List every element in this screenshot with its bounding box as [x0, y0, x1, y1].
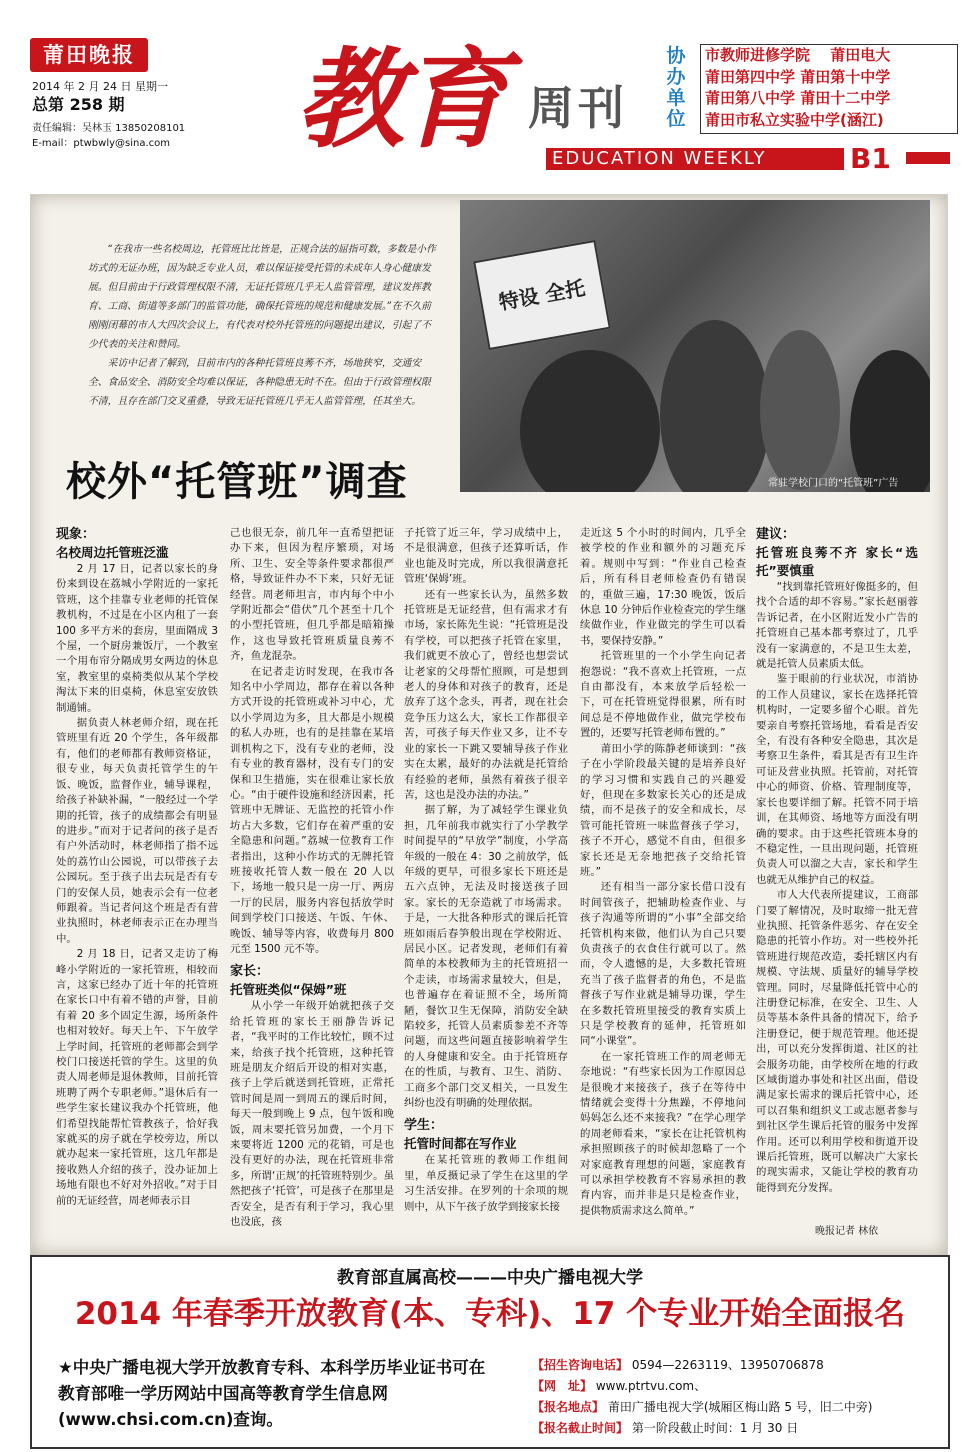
- issue-number: 总第 258 期: [32, 95, 125, 114]
- body-paragraph: 在一家托管班工作的周老师无奈地说：“有些家长因为工作原因总是很晚才来接孩子，孩子在等待中情绪就会变得十分焦躁，不停地问妈妈怎么还不来接我？”在学心理学的周老师看来，“家长在让托管机构承担照顾孩子的时候却忽略了一个对家庭教育理想的问题，家庭教育可以承担学校教育不容易承担的教育内容，而并非是只是检查作业，提供物质需求这么简单。”: [580, 1050, 746, 1217]
- english-title-bar: EDUCATION WEEKLY: [546, 148, 844, 170]
- body-paragraph: 2 月 17 日，记者以家长的身份来到设在荔城小学附近的一家托管班，这个挂靠专业老师的托管保教机构，不过是在小区内租了一套 100 多平方米的套房，里面隔成 3 个屋，一个厨房兼饭厅，一个教室一个用布帘分隔成男女两边的休息室，教室里的桌椅类似从某个学校淘汰下来的旧桌椅，休息室安放铁制通铺。: [56, 563, 218, 714]
- co-organizer-row: 莆田市私立实验中学(涵江): [705, 110, 884, 129]
- ad-info-row: [532, 1376, 942, 1397]
- section-label: 现象：: [56, 527, 96, 542]
- ad-info-tag: 【招生咨询电话】: [532, 1358, 629, 1372]
- section-title: 教育: [296, 37, 505, 163]
- subheading: 名校周边托管班泛滥: [56, 545, 169, 560]
- body-paragraph: 还有一些家长认为，虽然多数托管班是无证经营，但有需求才有市场，家长陈先生说：“托管班是没有学校，可以把孩子托管在家里，我们就更不放心了，曾经也想尝试让老家的父母帮忙照顾，可是想到老人的身体和对孩子的教育，还是放弃了这个念头，再者，现在社会竞争压力这么大，家长工作都很辛苦，可孩子每天作业又多，让不专业的家长一下跳又要辅导孩子作业实在太累，最好的办法就是托管给有经验的老师，虽然有着孩子很辛苦，这也是没办法的办法。”: [404, 588, 568, 801]
- co-organizer-label: 协办单位: [666, 45, 686, 130]
- ad-headline: 2014 年春季开放教育(本、专科)、17 个专业开始全面报名: [74, 1296, 906, 1332]
- body-paragraph: 从小学一年级开始就把孩子交给托管班的家长王丽静告诉记者，“我平时的工作比较忙，顾不过来，给孩子找个托管班，这种托管班是朋友介绍后开设的相对实惠，孩子上学后就送到托管班，正常托管时间是周一到周五的课后时间，每天一般到晚上 9 点，包午饭和晚饭，周末要托管另加费，一个月下来要将近 1200 元的花销，可是也没有更好的办法，现在托管班非常多，所谓‘正规’的托管班特别少。虽然把孩子‘托管’，可是孩子在那里是否安全，是否有利于学习，我心里也没底，孩: [230, 1000, 394, 1229]
- ad-info-row: [532, 1355, 942, 1376]
- page-code: B1: [850, 142, 891, 175]
- body-paragraph: 己也很无奈，前几年一直希望把证办下来，但因为程序繁琐，对场所、卫生、安全等条件要求都很严格，导致证件办不下来，只好无证经营。周老师坦言，市内每个中小学附近都会“借伏”几个甚至十几个的小型托管班，但几乎都是暗箱操作，这也导致托管班质量良莠不齐，鱼龙混杂。: [230, 527, 394, 663]
- body-paragraph: 托管班里的一个小学生向记者抱怨说：“我不喜欢上托管班，一点自由都没有，本来放学后轻松一下，可在托管班觉得很累，所有时间总是不停地做作业，做完学校布置的，还要写托管老师布置的。”: [580, 650, 746, 740]
- photo-sign: 特设 全托: [473, 240, 611, 350]
- body-paragraph: 在记者走访时发现，在我市各知名中小学周边，都存在着以各种方式开设的托管班或补习中心，尤以小学周边为多，且大都是小规模的私人办班，也有的是挂靠在某培训机构之下，没有专业的老师，没有专业的教育器材，没有专门的安保和卫生措施，实在很难让家长放心。“由于硬件设施和经济因素，托管班中无牌证、无监控的托管小作坊占大多数，它们存在着严重的安全隐患和问题。”荔城一位教育工作者指出，这种小作坊式的无牌托管班接收托管人数一般在 20 人以下，场地一般只是一房一厅、两房一厅的民居，服务内容包括放学时间到学校门口接送、午饭、午休、晚饭、辅导等内容，收费每月 800 元至 1500 元不等。: [230, 665, 394, 955]
- masthead-rule: [906, 152, 950, 164]
- article-column: [230, 526, 394, 1230]
- article-column: [580, 526, 746, 1219]
- lead-text: 采访中记者了解到，目前市内的各种托管班良莠不齐，场地狭窄，交通安全、食品安全、消防安全均难以保证，各种隐患无时不在。但由于行政管理权限不清，且存在部门交叉重叠，导致无证托管班几乎无人监管管理，任其坐大。: [88, 358, 431, 407]
- ad-contact-info: [532, 1355, 942, 1439]
- body-paragraph: 市人大代表所提建议，工商部门要了解情况，及时取缔一批无营业执照、托管条件恶劣、存在安全隐患的托管小作坊。对一些校外托管班进行规范改造，委托辖区内有规模、守法规、质量好的辅导学校管理。同时，尽量降低托管中心的注册登记标准，在安全、卫生、人员等基本条件具备的情况下，给予注册登记，便于规范管理。他还提出，可以充分发挥街道、社区的社会服务功能，由学校所在地的行政区域街道办事处和社区出面，借设满足家长需求的课后托管中心，还可以召集和组织义工或志愿者参与到社区学生课后托管的服务中发挥作用。还可以利用学校和街道开设课后托管班，既可以解决广大家长的现实需求，又能让学校的教育功能得到充分发挥。: [756, 889, 918, 1194]
- ad-info-row: [532, 1418, 942, 1439]
- photo-crowd: [760, 330, 840, 490]
- ad-info-value: 第一阶段截止时间：1 月 30 日: [631, 1421, 799, 1435]
- article-column: [56, 526, 218, 1209]
- article-column: [756, 526, 918, 1196]
- section-label: 建议：: [756, 527, 796, 542]
- photo-crowd: [660, 320, 770, 492]
- ad-info-tag: 【网 址】: [532, 1379, 593, 1393]
- ad-body: ★中央广播电视大学开放教育专科、本科学历毕业证书可在教育部唯一学历网站中国高等教育学生信息网(www.chsi.com.cn)查询。: [58, 1358, 486, 1429]
- editor-email: E-mail：ptwbwly@sina.com: [32, 138, 171, 149]
- body-paragraph: 据了解，为了减轻学生课业负担，几年前我市就实行了小学教学时间提早的“早放学”制度，小学高年级的一般在 4：30 之前放学，低年级的更早，可很多家长下班还是五六点钟，无法及时接送孩子回家。家长的无奈造就了市场需求。于是，一大批各种形式的课后托管班如雨后春笋般出现在学校附近、居民小区。记者发现，老师们有着简单的本校教师为主的托管班招一个走读，市场需求量较大，但是，也普遍存在着证照不全，场所简陋，餐饮卫生无保障，消防安全缺陷较多，托管人员素质参差不齐等问题，而这些问题直接影响着学生的人身健康和安全。由于托管班存在的性质，与教育、卫生、消防、工商多个部门交叉相关，一旦发生纠纷也没有明确的处理依据。: [404, 804, 568, 1110]
- body-paragraph: 还有相当一部分家长借口没有时间管孩子，把辅助检查作业、与孩子沟通等所谓的“小事”全部交给托管机构来做，他们认为自己只要负责孩子的衣食住行就可以了。然而，令人遗憾的是，大多数托管班充当了孩子监督者的角色，不是监督孩子写作业就是辅导功课，学生在多数托管班里接受的教育实质上只是学校教育的延伸，托管班如同“小课堂”。: [580, 881, 746, 1048]
- ad-info-tag: 【报名截止时间】: [532, 1421, 629, 1435]
- photo-crowd: [520, 350, 660, 492]
- subheading: 托管班良莠不齐 家长“选托”要慎重: [756, 545, 918, 578]
- subheading: 托管班类似“保姆”班: [230, 982, 347, 998]
- headline: 校外“托管班”调查: [66, 459, 408, 505]
- body-paragraph: 在某托管班的教师工作组间里，单反摄记录了学生在这里的学习生活安排。在罗列的十余项的规则中，从下午孩子放学到接家长接: [404, 1154, 568, 1213]
- co-organizer-list: [700, 44, 958, 134]
- section-label: 家长：: [230, 964, 270, 980]
- ad-info-value: 莆田广播电视大学(城厢区梅山路 5 号，旧二中旁): [607, 1400, 873, 1414]
- lead-text: “在我市一些名校周边，托管班比比皆是，正规合法的屈指可数，多数是小作坊式的无证办班，因为缺乏专业人员，难以保证接受托管的未成年人身心健康发展。但目前由于行政管理权限不清，无证托管班几乎无人监管管理，建议发挥教育、工商、街道等多部门的监管功能，确保托管班的规范和健康发展。”在不久前刚刚闭幕的市人大四次会议上，有代表对校外托管班的问题提出建议，引起了不少代表的关注和赞同。: [88, 244, 436, 350]
- section-weekly: 周刊: [528, 81, 628, 135]
- photo-crowd: [850, 350, 930, 492]
- ad-info-row: [532, 1397, 942, 1418]
- editor-line: 责任编辑：吴林玉 13850208101: [32, 123, 186, 134]
- ad-info-tag: 【报名地点】: [532, 1400, 605, 1414]
- body-paragraph: 走近这 5 个小时的时间内，几乎全被学校的作业和额外的习题充斥着。规则中写到：“作业自己检查后，所有科目老师检查仍有错误的，重做三遍，17:30 晚饭，饭后休息 10 分钟后作业检查完的学生继续做作业，作业做完的学生可以看书，要保持安静。”: [580, 527, 746, 647]
- body-paragraph: 鉴于眼前的行业状况，市消协的工作人员建议，家长在选择托管机构时，一定要多留个心眼。首先要亲自考察托管场地，看看是否安全，有没有各种安全隐患，其次是考察卫生条件，看其是否有卫生许可证及营业执照。托管前，对托管中心的师资、价格、管理制度等，家长也要详细了解。托管不同于培训，在其师资、场地等方面没有明确的要求。由于这些托管班本身的不稳定性，一旦出现问题，托管班负责人可以溜之大吉，家长和学生也就无从维护自己的权益。: [756, 673, 918, 886]
- photo-caption: 常驻学校门口的“托管班”广告: [768, 478, 899, 489]
- lead-paragraph: [88, 240, 440, 411]
- advertisement: [30, 1255, 950, 1449]
- newspaper-logo: 莆田晚报: [30, 38, 148, 72]
- subheading: 托管时间都在写作业: [404, 1136, 517, 1152]
- ad-info-value: www.ptrtvu.com、: [595, 1379, 707, 1393]
- byline: 晚报记者 林依: [815, 1226, 879, 1237]
- co-organizer-row: 市教师进修学院 莆田电大: [705, 46, 891, 64]
- section-label: 学生：: [404, 1118, 444, 1134]
- issue-date: 2014 年 2 月 24 日 星期一: [32, 80, 168, 93]
- ad-info-value: 0594—2263119、13950706878: [631, 1358, 824, 1372]
- body-paragraph: 2 月 18 日，记者又走访了梅峰小学附近的一家托管班，相较而言，这家已经办了近十年的托管班在家长口中有着不错的声誉，目前有着 20 多个固定生源，场所条件也相对较好。每天上午、下午放学上学时间，托管班的老师都会到学校门口接送托管的学生。这里的负责人周老师是退休教师，目前托管班聘了两个专职老师。”退休后有一些学生家长建议我办个托管班，他们希望找能帮忙管教孩子，恰好我家就买的房子就在学校旁边，所以就办起来一家托管班，这几年都是接收熟人介绍的孩子，没办证加上场地有限也不好对外招收。”对于目前的无证经营，周老师表示目: [56, 948, 218, 1207]
- article-column: [404, 526, 568, 1215]
- co-organizer-row: 莆田第八中学 莆田十二中学: [705, 89, 891, 107]
- body-paragraph: 子托管了近三年，学习成绩中上，不是很满意，但孩子还算听话，作业也能及时完成，所以我很满意托管班‘保姆’班。: [404, 527, 568, 586]
- ad-kicker: 教育部直属高校———中央广播电视大学: [337, 1268, 643, 1288]
- feature-photo: [460, 200, 930, 492]
- body-paragraph: 莆田小学的陈静老师谈到：“孩子在小学阶段最关键的是培养良好的学习习惯和实践自己的兴趣爱好，但现在多数家长关心的还是成绩，而不是孩子的安全和成长，尽管可能托管班一味监督孩子学习，孩子不开心，感觉不自由，但很多家长还是无奈地把孩子交给托管班。”: [580, 742, 746, 878]
- body-paragraph: 据负责人林老师介绍，现在托管班里有近 20 个学生，各年级都有，他们的老师都有教师资格证，很专业，每天负责托管学生的午饭、晚饭，监督作业，辅导课程，给孩子补缺补漏，“一般经过一个学期的托管，孩子的成绩都会有明显的进步。”而对于记者问的孩子是否有户外活动时，林老师指了指不远处的荔竹山公园说，可以带孩子去公园玩。至于孩子出去玩是否有专门的安保人员，她表示会有一位老师跟着。当记者问这个班是否有营业执照时，林老师表示正在办理当中。: [56, 717, 218, 945]
- body-paragraph: “找到靠托管班好像挺多的，但找个合适的却不容易。”家长赵丽蓉告诉记者，在小区附近发小广告的托管班自己基本都考察过了，几乎没有一家满意的，不是卫生太差，就是托管人员素质太低。: [756, 581, 918, 671]
- co-organizer-row: 莆田第四中学 莆田第十中学: [705, 67, 891, 86]
